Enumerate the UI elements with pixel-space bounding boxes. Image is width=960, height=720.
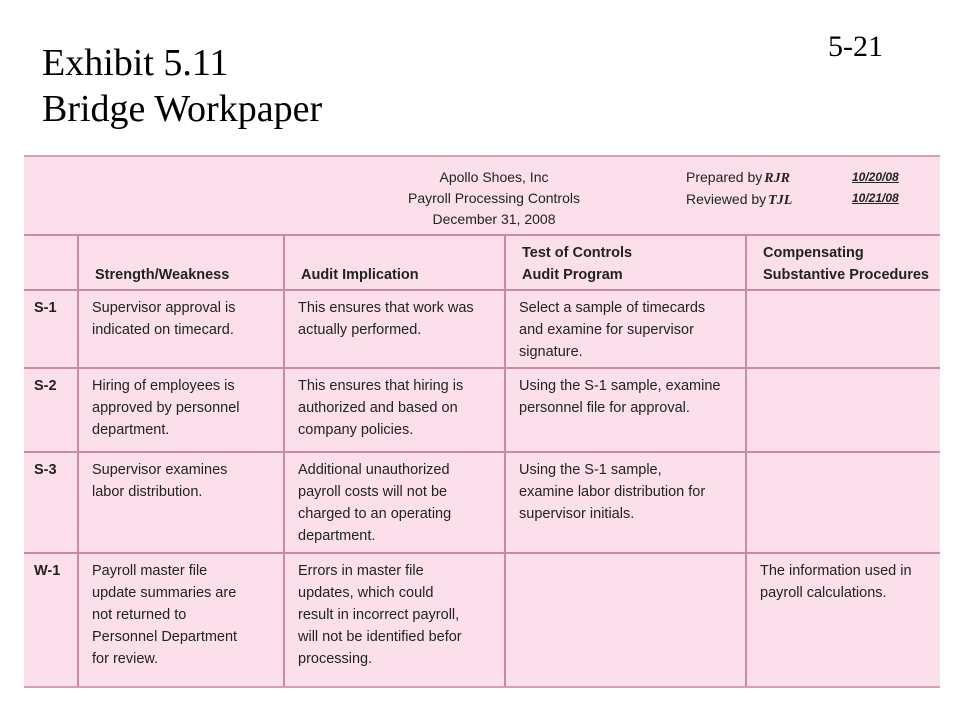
table-cell-strength <box>92 459 280 503</box>
cell-text-line: update summaries are <box>92 585 237 601</box>
column-header-line1 <box>301 242 502 264</box>
company-name: Apollo Shoes, Inc <box>439 169 549 185</box>
column-header <box>95 242 281 286</box>
table-cell-test <box>519 297 742 363</box>
column-divider <box>77 234 79 686</box>
table-cell-strength <box>92 560 280 670</box>
workpaper-heading <box>344 167 644 230</box>
cell-text-line: authorized and based on <box>298 400 458 416</box>
cell-text-line: not returned to <box>92 607 187 623</box>
cell-text-line: Payroll master file <box>92 563 208 579</box>
cell-text-line: Additional unauthorized <box>298 462 450 478</box>
cell-text-line: signature. <box>519 344 583 360</box>
cell-text-line: personnel file for approval. <box>519 400 690 416</box>
cell-text-line: charged to an operating <box>298 506 452 522</box>
slide-title-line1: Exhibit 5.11 <box>42 42 229 84</box>
column-header-line2: Audit Program <box>522 267 623 283</box>
cell-text-line: examine labor distribution for <box>519 484 706 500</box>
cell-text-line: will not be identified befor <box>298 629 462 645</box>
row-id: S-2 <box>34 378 57 394</box>
row-divider <box>24 451 940 453</box>
column-divider <box>283 234 285 686</box>
row-id: S-1 <box>34 300 57 316</box>
cell-text-line: actually performed. <box>298 322 422 338</box>
table-cell-substantive <box>760 560 936 604</box>
cell-text-line: Supervisor approval is <box>92 300 236 316</box>
cell-text-line: The information used in <box>760 563 912 579</box>
table-cell-strength <box>92 297 280 341</box>
cell-text-line: labor distribution. <box>92 484 203 500</box>
column-header <box>763 242 937 286</box>
table-cell-implication <box>298 560 501 670</box>
row-divider <box>24 289 940 291</box>
cell-text-line: This ensures that hiring is <box>298 378 464 394</box>
cell-text-line: This ensures that work was <box>298 300 474 316</box>
cell-text-line: Errors in master file <box>298 563 424 579</box>
cell-text-line: and examine for supervisor <box>519 322 694 338</box>
cell-text-line: Personnel Department <box>92 629 238 645</box>
signoff-block <box>686 167 792 211</box>
reviewed-date: 10/21/08 <box>852 191 899 205</box>
cell-text-line: for review. <box>92 651 159 667</box>
cell-text-line: department. <box>298 528 376 544</box>
prepared-by-label: Prepared by <box>686 169 763 185</box>
cell-text-line: Using the S-1 sample, <box>519 462 662 478</box>
column-header-line1: Test of Controls <box>522 245 633 261</box>
cell-text-line: Select a sample of timecards <box>519 300 706 316</box>
workpaper-header <box>24 157 940 236</box>
table-cell-implication <box>298 375 501 441</box>
cell-text-line: payroll costs will not be <box>298 484 448 500</box>
bridge-workpaper <box>24 155 940 688</box>
cell-text-line: company policies. <box>298 422 414 438</box>
column-header-line1: Compensating <box>763 245 864 261</box>
column-divider <box>504 234 506 686</box>
cell-text-line: updates, which could <box>298 585 434 601</box>
prepared-by-signature: RJR <box>764 171 790 186</box>
cell-text-line: indicated on timecard. <box>92 322 234 338</box>
cell-text-line: supervisor initials. <box>519 506 635 522</box>
reviewed-by-label: Reviewed by <box>686 191 767 207</box>
table-cell-implication <box>298 297 501 341</box>
cell-text-line: payroll calculations. <box>760 585 887 601</box>
slide-title <box>42 40 322 132</box>
column-header-line1 <box>95 242 281 264</box>
row-id: S-3 <box>34 462 57 478</box>
table-cell-test <box>519 375 742 419</box>
cell-text-line: Using the S-1 sample, examine <box>519 378 721 394</box>
cell-text-line: department. <box>92 422 170 438</box>
column-header <box>522 242 743 286</box>
table-cell-test <box>519 459 742 525</box>
slide-number: 5-21 <box>828 30 883 63</box>
column-header <box>301 242 502 286</box>
column-divider <box>745 234 747 686</box>
row-divider <box>24 552 940 554</box>
reviewed-by-signature: TJL <box>768 193 793 208</box>
column-header-line2: Strength/Weakness <box>95 267 230 283</box>
row-divider <box>24 367 940 369</box>
cell-text-line: processing. <box>298 651 373 667</box>
slide-title-line2: Bridge Workpaper <box>42 88 323 130</box>
table-cell-implication <box>298 459 501 547</box>
cell-text-line: Hiring of employees is <box>92 378 235 394</box>
row-id: W-1 <box>34 563 61 579</box>
workpaper-date: December 31, 2008 <box>432 211 556 227</box>
cell-text-line: approved by personnel <box>92 400 240 416</box>
column-header-line2: Audit Implication <box>301 267 419 283</box>
prepared-date: 10/20/08 <box>852 170 899 184</box>
cell-text-line: result in incorrect payroll, <box>298 607 460 623</box>
cell-text-line: Supervisor examines <box>92 462 228 478</box>
workpaper-subject: Payroll Processing Controls <box>408 190 580 206</box>
table-cell-strength <box>92 375 280 441</box>
column-header-line2: Substantive Procedures <box>763 267 929 283</box>
